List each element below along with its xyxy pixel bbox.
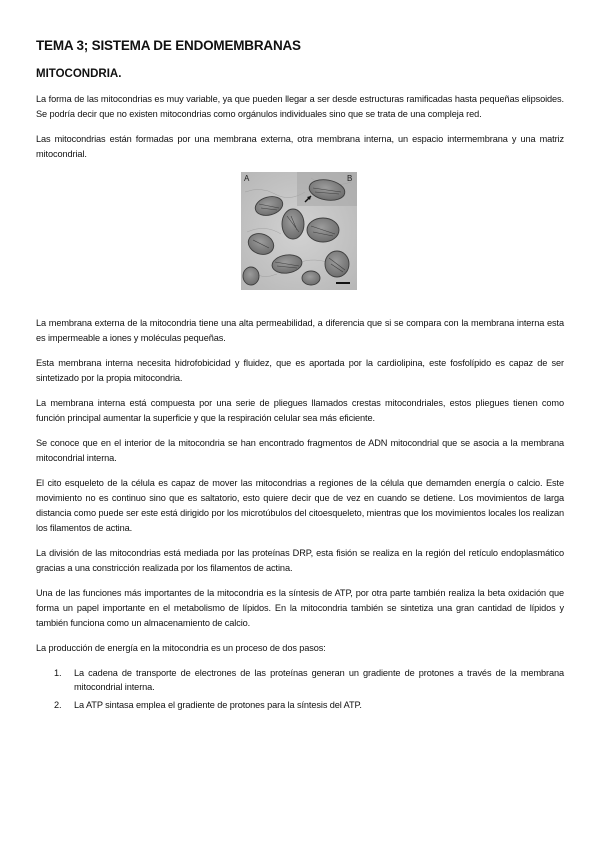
scale-bar — [336, 282, 350, 284]
paragraph: La producción de energía en la mitocondria es un proceso de dos pasos: — [36, 643, 326, 653]
list-item — [36, 666, 564, 694]
paragraph: Esta membrana interna necesita hidrofobicidad y fluidez, que es aportada por la cardiolipina, este fosfolípido es capaz de ser sintetizado por la propia mitocondria. — [36, 358, 564, 383]
mitochondria-micrograph — [241, 172, 357, 290]
list-item-number: 2. — [54, 700, 62, 710]
steps-list — [36, 666, 564, 712]
list-item-text: La cadena de transporte de electrones de las proteínas generan un gradiente de protones a través de la membrana mitocondrial interna. — [74, 668, 564, 692]
paragraph: Las mitocondrias están formadas por una membrana externa, otra membrana interna, un espacio intermembrana y una matriz mitocondrial. — [36, 134, 564, 159]
list-item-number: 1. — [54, 668, 62, 678]
figure-label-b: B — [347, 174, 353, 183]
figure-container — [36, 172, 564, 290]
paragraph: La forma de las mitocondrias es muy variable, ya que pueden llegar a ser desde estructuras ramificadas hasta pequeñas elipsoides. Se podría decir que no existen mitocondrias como orgánulos individuales sino que se trata de una compleja red. — [36, 94, 564, 119]
paragraph: La división de las mitocondrias está mediada por las proteínas DRP, esta fisión se realiza en la región del retículo endoplasmático gracias a una constricción realizada por los filamentos de actina. — [36, 548, 564, 573]
list-item-text: La ATP sintasa emplea el gradiente de protones para la síntesis del ATP. — [74, 700, 362, 710]
list-item — [36, 698, 564, 712]
paragraph: Se conoce que en el interior de la mitocondria se han encontrado fragmentos de ADN mitocondrial que se asocia a la membrana mitocondrial interna. — [36, 438, 564, 463]
paragraph: Una de las funciones más importantes de la mitocondria es la síntesis de ATP, por otra parte también realiza la beta oxidación que forma un papel importante en el metabolismo de lípidos. En la mitocondria también se sintetiza una gran cantidad de lípidos y también funciona como un almacenamiento de calcio. — [36, 588, 564, 628]
paragraph: La membrana externa de la mitocondria tiene una alta permeabilidad, a diferencia que si se compara con la membrana interna esta es impermeable a iones y moléculas pequeñas. — [36, 318, 564, 343]
section-heading: MITOCONDRIA. — [36, 68, 122, 80]
paragraph: La membrana interna está compuesta por una serie de pliegues llamados crestas mitocondriales, estos pliegues tienen como función principal aumentar la superficie y que la respiración celular sea más eficiente. — [36, 398, 564, 423]
document-title: TEMA 3; SISTEMA DE ENDOMEMBRANAS — [36, 38, 301, 53]
figure-label-a: A — [244, 174, 250, 183]
document-page — [36, 38, 564, 716]
paragraph: El cito esqueleto de la célula es capaz de mover las mitocondrias a regiones de la célula que demamden energía o calcio. Este movimiento no es continuo sino que es saltatorio, esto quiere decir que de vez en cuando se detiene. Los movimientos de larga distancia como puede ser este está dirigido por los microtúbulos del citoesqueleto, mientras que los movimientos locales los realizan los filamentos de actina. — [36, 478, 564, 533]
